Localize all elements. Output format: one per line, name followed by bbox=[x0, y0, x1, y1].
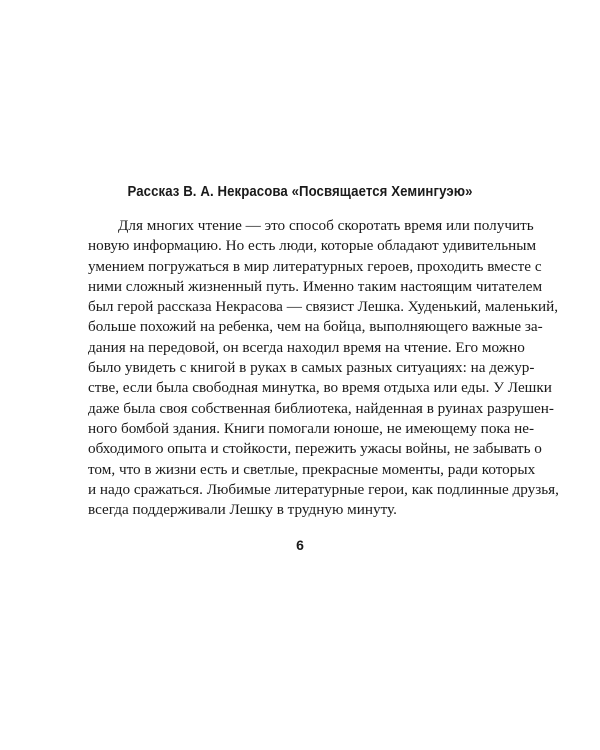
page-number: 6 bbox=[296, 537, 304, 553]
paragraph-line: дания на передовой, он всегда находил время на чтение. Его можно bbox=[88, 338, 525, 356]
paragraph-line: Для многих чтение — это способ скоротать время или получить bbox=[118, 217, 534, 234]
paragraph-line: ного бомбой здания. Книги помогали юноше, не имеющему пока не- bbox=[88, 419, 535, 437]
paragraph-line: и надо сражаться. Любимые литературные герои, как подлинные друзья, bbox=[88, 480, 559, 498]
paragraph-line: больше похожий на ребенка, чем на бойца, выполняющего важные за- bbox=[88, 318, 543, 336]
body-paragraph bbox=[88, 216, 559, 520]
paragraph-line: умением погружаться в мир литературных героев, проходить вместе с bbox=[88, 257, 542, 275]
paragraph-line: том, что в жизни есть и светлые, прекрасные моменты, ради которых bbox=[88, 460, 536, 478]
paragraph-line: всегда поддерживали Лешку в трудную минуту. bbox=[88, 501, 397, 519]
paragraph-line: был герой рассказа Некрасова — связист Лешка. Худенький, маленький, bbox=[88, 298, 559, 316]
page-title: Рассказ В. А. Некрасова «Посвящается Хемингуэю» bbox=[127, 183, 473, 200]
paragraph-line: даже была своя собственная библиотека, найденная в руинах разрушен- bbox=[88, 399, 554, 417]
paragraph-line: обходимого опыта и стойкости, пережить ужасы войны, не забывать о bbox=[88, 440, 542, 458]
paragraph-line: ними сложный жизненный путь. Именно таким настоящим читателем bbox=[88, 277, 543, 295]
paragraph-line: было увидеть с книгой в руках в самых разных ситуациях: на дежур- bbox=[88, 359, 535, 377]
paragraph-line: новую информацию. Но есть люди, которые обладают удивительным bbox=[88, 237, 537, 255]
paragraph-line: стве, если была свободная минутка, во время отдыха или еды. У Лешки bbox=[88, 379, 552, 397]
